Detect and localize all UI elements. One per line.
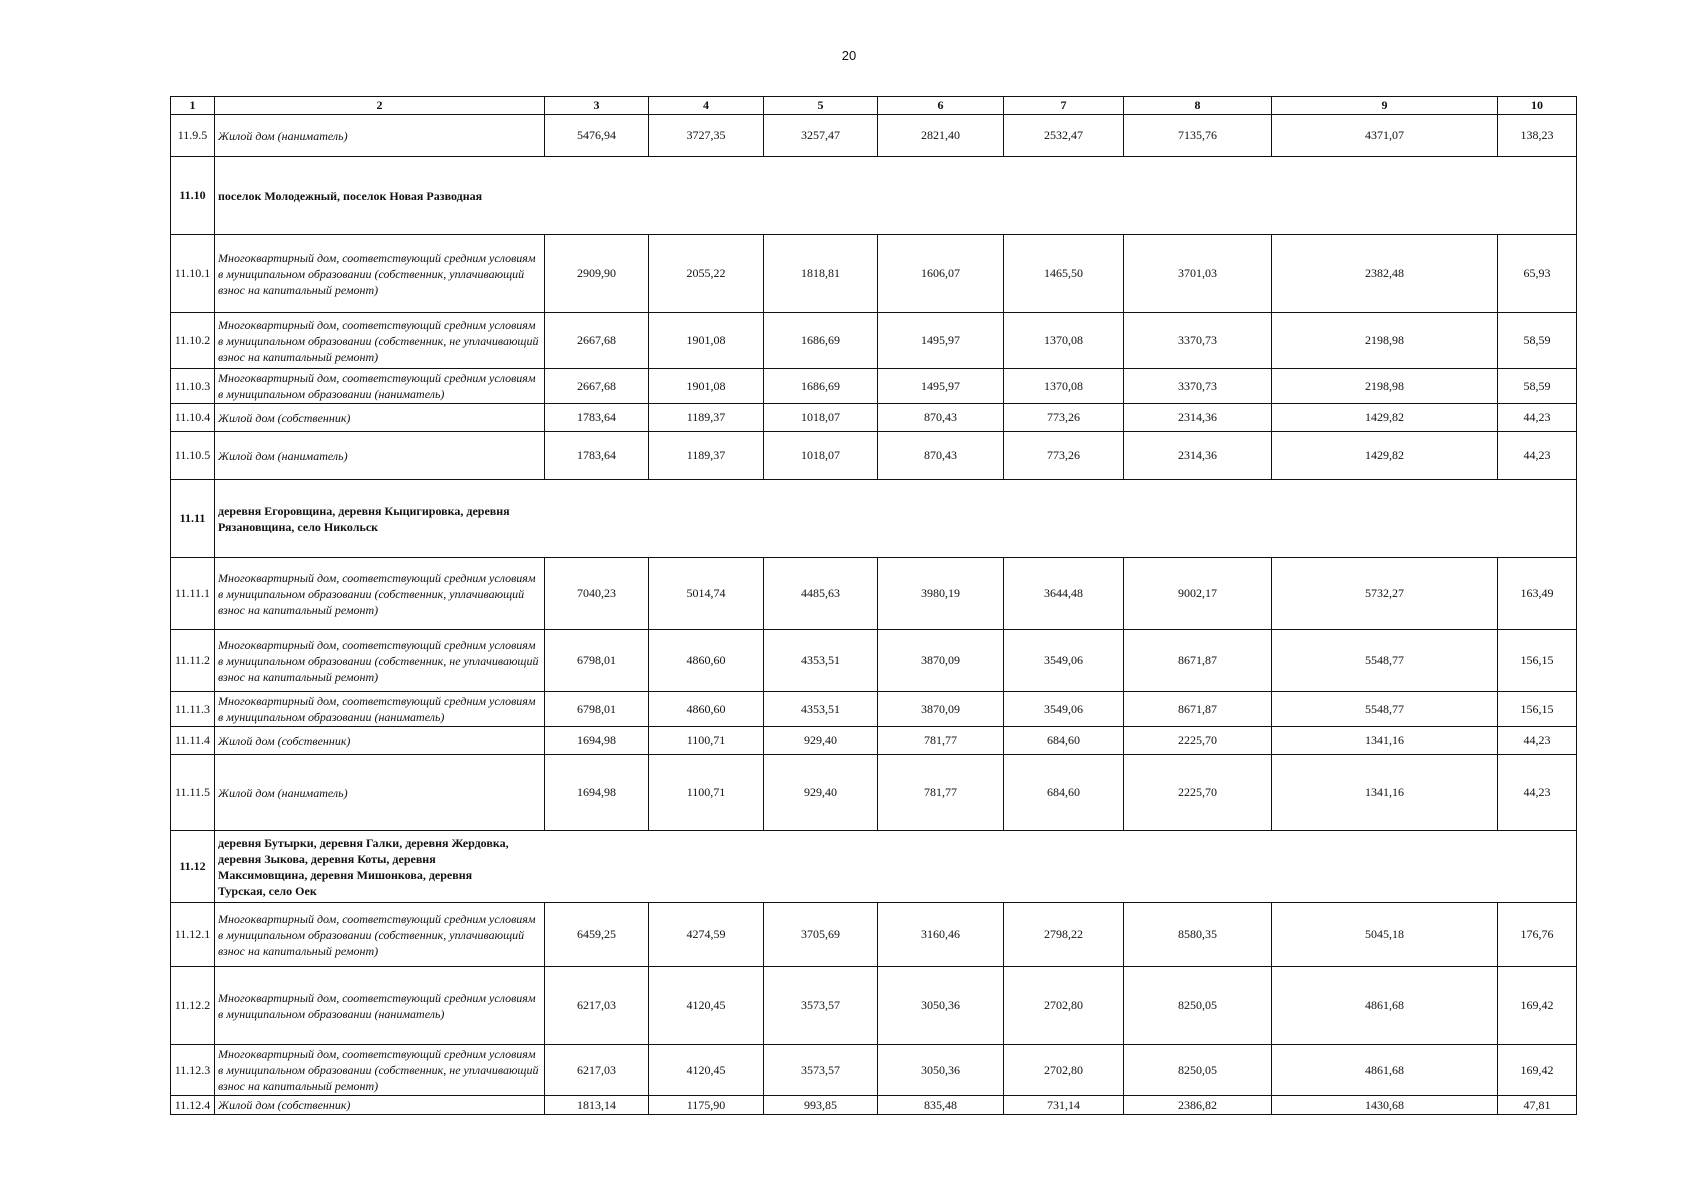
- section-title-cell: [215, 480, 1577, 558]
- section-title-cell: [215, 157, 1577, 235]
- row-code: 11.10: [171, 157, 215, 235]
- value-cell: 2198,98: [1272, 369, 1498, 404]
- value-cell: 870,43: [878, 432, 1004, 480]
- value-cell: 4120,45: [649, 967, 764, 1045]
- value-cell: 156,15: [1498, 630, 1577, 692]
- row-code: 11.9.5: [171, 115, 215, 157]
- row-code: 11.10.3: [171, 369, 215, 404]
- value-cell: 1465,50: [1004, 235, 1124, 313]
- column-header: 10: [1498, 97, 1577, 115]
- value-cell: 6798,01: [545, 692, 649, 727]
- row-code: 11.11.3: [171, 692, 215, 727]
- value-cell: 3549,06: [1004, 692, 1124, 727]
- table-row: [171, 1045, 1577, 1096]
- value-cell: 1189,37: [649, 404, 764, 432]
- value-cell: 929,40: [764, 727, 878, 755]
- value-cell: 3870,09: [878, 692, 1004, 727]
- value-cell: 8250,05: [1124, 967, 1272, 1045]
- table-body: [171, 97, 1577, 1115]
- value-cell: 4485,63: [764, 558, 878, 630]
- row-description: Многоквартирный дом, соответствующий средним условиям в муниципальном образовании (собственник, уплачивающий взнос на капитальный ремонт): [215, 903, 545, 967]
- section-title: поселок Молодежный, поселок Новая Разводная: [218, 188, 483, 203]
- value-cell: 731,14: [1004, 1096, 1124, 1115]
- section-row: [171, 157, 1577, 235]
- value-cell: 5014,74: [649, 558, 764, 630]
- value-cell: 5045,18: [1272, 903, 1498, 967]
- value-cell: 47,81: [1498, 1096, 1577, 1115]
- column-header: 5: [764, 97, 878, 115]
- value-cell: 3727,35: [649, 115, 764, 157]
- page-number: 20: [841, 48, 857, 63]
- row-code: 11.12.3: [171, 1045, 215, 1096]
- row-code: 11.10.2: [171, 313, 215, 369]
- value-cell: 1783,64: [545, 432, 649, 480]
- value-cell: 4371,07: [1272, 115, 1498, 157]
- row-code: 11.11.4: [171, 727, 215, 755]
- column-header: 1: [171, 97, 215, 115]
- table-row: [171, 692, 1577, 727]
- value-cell: 1901,08: [649, 313, 764, 369]
- section-row: [171, 480, 1577, 558]
- row-description: Жилой дом (собственник): [215, 1096, 545, 1115]
- value-cell: 2821,40: [878, 115, 1004, 157]
- value-cell: 3980,19: [878, 558, 1004, 630]
- value-cell: 1100,71: [649, 727, 764, 755]
- value-cell: 1694,98: [545, 755, 649, 831]
- table-row: [171, 727, 1577, 755]
- value-cell: 1429,82: [1272, 404, 1498, 432]
- value-cell: 44,23: [1498, 755, 1577, 831]
- value-cell: 2382,48: [1272, 235, 1498, 313]
- value-cell: 2909,90: [545, 235, 649, 313]
- value-cell: 2667,68: [545, 313, 649, 369]
- section-title: деревня Бутырки, деревня Галки, деревня Жердовка, деревня Зыкова, деревня Коты, деревня Максимовщина, деревня Мишонкова, деревня Турская, село Оек: [218, 835, 509, 898]
- row-description: Жилой дом (наниматель): [215, 115, 545, 157]
- value-cell: 138,23: [1498, 115, 1577, 157]
- table-header-row: [171, 97, 1577, 115]
- value-cell: 4861,68: [1272, 967, 1498, 1045]
- table-row: [171, 1096, 1577, 1115]
- table-row: [171, 967, 1577, 1045]
- value-cell: 1370,08: [1004, 369, 1124, 404]
- table-row: [171, 115, 1577, 157]
- row-description: Жилой дом (собственник): [215, 404, 545, 432]
- value-cell: 1783,64: [545, 404, 649, 432]
- value-cell: 2667,68: [545, 369, 649, 404]
- value-cell: 6798,01: [545, 630, 649, 692]
- table-row: [171, 755, 1577, 831]
- section-row: [171, 831, 1577, 903]
- value-cell: 3573,57: [764, 1045, 878, 1096]
- value-cell: 1370,08: [1004, 313, 1124, 369]
- value-cell: 44,23: [1498, 727, 1577, 755]
- value-cell: 7135,76: [1124, 115, 1272, 157]
- value-cell: 58,59: [1498, 369, 1577, 404]
- value-cell: 1341,16: [1272, 755, 1498, 831]
- row-description: Жилой дом (наниматель): [215, 755, 545, 831]
- value-cell: 1495,97: [878, 313, 1004, 369]
- section-title: деревня Егоровщина, деревня Кыцигировка, деревня Рязановщина, село Никольск: [218, 503, 510, 534]
- table-row: [171, 235, 1577, 313]
- row-description: Многоквартирный дом, соответствующий средним условиям в муниципальном образовании (собственник, не уплачивающий взнос на капитальный ремонт): [215, 630, 545, 692]
- value-cell: 3701,03: [1124, 235, 1272, 313]
- table-row: [171, 558, 1577, 630]
- value-cell: 1018,07: [764, 404, 878, 432]
- value-cell: 163,49: [1498, 558, 1577, 630]
- value-cell: 2386,82: [1124, 1096, 1272, 1115]
- value-cell: 2314,36: [1124, 432, 1272, 480]
- value-cell: 4860,60: [649, 692, 764, 727]
- value-cell: 9002,17: [1124, 558, 1272, 630]
- value-cell: 773,26: [1004, 432, 1124, 480]
- row-code: 11.11.1: [171, 558, 215, 630]
- value-cell: 993,85: [764, 1096, 878, 1115]
- tariff-table: [170, 96, 1577, 1115]
- value-cell: 3573,57: [764, 967, 878, 1045]
- value-cell: 169,42: [1498, 967, 1577, 1045]
- value-cell: 3370,73: [1124, 313, 1272, 369]
- column-header: 3: [545, 97, 649, 115]
- column-header: 6: [878, 97, 1004, 115]
- row-description: Многоквартирный дом, соответствующий средним условиям в муниципальном образовании (собственник, не уплачивающий взнос на капитальный ремонт): [215, 313, 545, 369]
- value-cell: 4274,59: [649, 903, 764, 967]
- value-cell: 1686,69: [764, 313, 878, 369]
- table-row: [171, 369, 1577, 404]
- row-code: 11.12.4: [171, 1096, 215, 1115]
- value-cell: 2798,22: [1004, 903, 1124, 967]
- value-cell: 4353,51: [764, 692, 878, 727]
- column-header: 7: [1004, 97, 1124, 115]
- value-cell: 1341,16: [1272, 727, 1498, 755]
- value-cell: 1694,98: [545, 727, 649, 755]
- value-cell: 58,59: [1498, 313, 1577, 369]
- value-cell: 169,42: [1498, 1045, 1577, 1096]
- row-code: 11.11.2: [171, 630, 215, 692]
- value-cell: 1813,14: [545, 1096, 649, 1115]
- row-description: Многоквартирный дом, соответствующий средним условиям в муниципальном образовании (наниматель): [215, 967, 545, 1045]
- row-code: 11.11: [171, 480, 215, 558]
- value-cell: 3050,36: [878, 967, 1004, 1045]
- row-code: 11.11.5: [171, 755, 215, 831]
- row-description: Многоквартирный дом, соответствующий средним условиям в муниципальном образовании (наниматель): [215, 692, 545, 727]
- value-cell: 1495,97: [878, 369, 1004, 404]
- section-title-cell: [215, 831, 1577, 903]
- row-code: 11.12: [171, 831, 215, 903]
- row-description: Многоквартирный дом, соответствующий средним условиям в муниципальном образовании (собственник, уплачивающий взнос на капитальный ремонт): [215, 558, 545, 630]
- row-code: 11.10.5: [171, 432, 215, 480]
- row-code: 11.12.1: [171, 903, 215, 967]
- value-cell: 2225,70: [1124, 755, 1272, 831]
- value-cell: 1018,07: [764, 432, 878, 480]
- table-row: [171, 630, 1577, 692]
- row-code: 11.10.1: [171, 235, 215, 313]
- value-cell: 3160,46: [878, 903, 1004, 967]
- value-cell: 6217,03: [545, 1045, 649, 1096]
- value-cell: 870,43: [878, 404, 1004, 432]
- column-header: 2: [215, 97, 545, 115]
- value-cell: 6217,03: [545, 967, 649, 1045]
- row-code: 11.10.4: [171, 404, 215, 432]
- value-cell: 1818,81: [764, 235, 878, 313]
- value-cell: 2702,80: [1004, 967, 1124, 1045]
- table-row: [171, 313, 1577, 369]
- value-cell: 835,48: [878, 1096, 1004, 1115]
- value-cell: 684,60: [1004, 755, 1124, 831]
- table-row: [171, 903, 1577, 967]
- value-cell: 1429,82: [1272, 432, 1498, 480]
- value-cell: 1175,90: [649, 1096, 764, 1115]
- row-description: Многоквартирный дом, соответствующий средним условиям в муниципальном образовании (собственник, уплачивающий взнос на капитальный ремонт): [215, 235, 545, 313]
- value-cell: 4860,60: [649, 630, 764, 692]
- value-cell: 176,76: [1498, 903, 1577, 967]
- value-cell: 2532,47: [1004, 115, 1124, 157]
- value-cell: 44,23: [1498, 404, 1577, 432]
- value-cell: 8671,87: [1124, 692, 1272, 727]
- value-cell: 781,77: [878, 755, 1004, 831]
- row-code: 11.12.2: [171, 967, 215, 1045]
- value-cell: 3870,09: [878, 630, 1004, 692]
- value-cell: 44,23: [1498, 432, 1577, 480]
- column-header: 4: [649, 97, 764, 115]
- value-cell: 8250,05: [1124, 1045, 1272, 1096]
- value-cell: 2198,98: [1272, 313, 1498, 369]
- value-cell: 3370,73: [1124, 369, 1272, 404]
- value-cell: 4353,51: [764, 630, 878, 692]
- value-cell: 3257,47: [764, 115, 878, 157]
- value-cell: 929,40: [764, 755, 878, 831]
- value-cell: 2225,70: [1124, 727, 1272, 755]
- value-cell: 7040,23: [545, 558, 649, 630]
- row-description: Многоквартирный дом, соответствующий средним условиям в муниципальном образовании (наниматель): [215, 369, 545, 404]
- value-cell: 781,77: [878, 727, 1004, 755]
- value-cell: 684,60: [1004, 727, 1124, 755]
- value-cell: 156,15: [1498, 692, 1577, 727]
- column-header: 8: [1124, 97, 1272, 115]
- value-cell: 1606,07: [878, 235, 1004, 313]
- value-cell: 5548,77: [1272, 692, 1498, 727]
- value-cell: 3705,69: [764, 903, 878, 967]
- value-cell: 1686,69: [764, 369, 878, 404]
- value-cell: 3050,36: [878, 1045, 1004, 1096]
- row-description: Жилой дом (наниматель): [215, 432, 545, 480]
- value-cell: 1189,37: [649, 432, 764, 480]
- value-cell: 6459,25: [545, 903, 649, 967]
- value-cell: 8671,87: [1124, 630, 1272, 692]
- value-cell: 2055,22: [649, 235, 764, 313]
- row-description: Многоквартирный дом, соответствующий средним условиям в муниципальном образовании (собственник, не уплачивающий взнос на капитальный ремонт): [215, 1045, 545, 1096]
- value-cell: 1901,08: [649, 369, 764, 404]
- row-description: Жилой дом (собственник): [215, 727, 545, 755]
- value-cell: 4861,68: [1272, 1045, 1498, 1096]
- value-cell: 1430,68: [1272, 1096, 1498, 1115]
- value-cell: 5732,27: [1272, 558, 1498, 630]
- value-cell: 65,93: [1498, 235, 1577, 313]
- value-cell: 2314,36: [1124, 404, 1272, 432]
- value-cell: 5548,77: [1272, 630, 1498, 692]
- value-cell: 5476,94: [545, 115, 649, 157]
- table-row: [171, 404, 1577, 432]
- value-cell: 773,26: [1004, 404, 1124, 432]
- value-cell: 1100,71: [649, 755, 764, 831]
- value-cell: 3549,06: [1004, 630, 1124, 692]
- column-header: 9: [1272, 97, 1498, 115]
- value-cell: 2702,80: [1004, 1045, 1124, 1096]
- table-row: [171, 432, 1577, 480]
- value-cell: 8580,35: [1124, 903, 1272, 967]
- value-cell: 4120,45: [649, 1045, 764, 1096]
- value-cell: 3644,48: [1004, 558, 1124, 630]
